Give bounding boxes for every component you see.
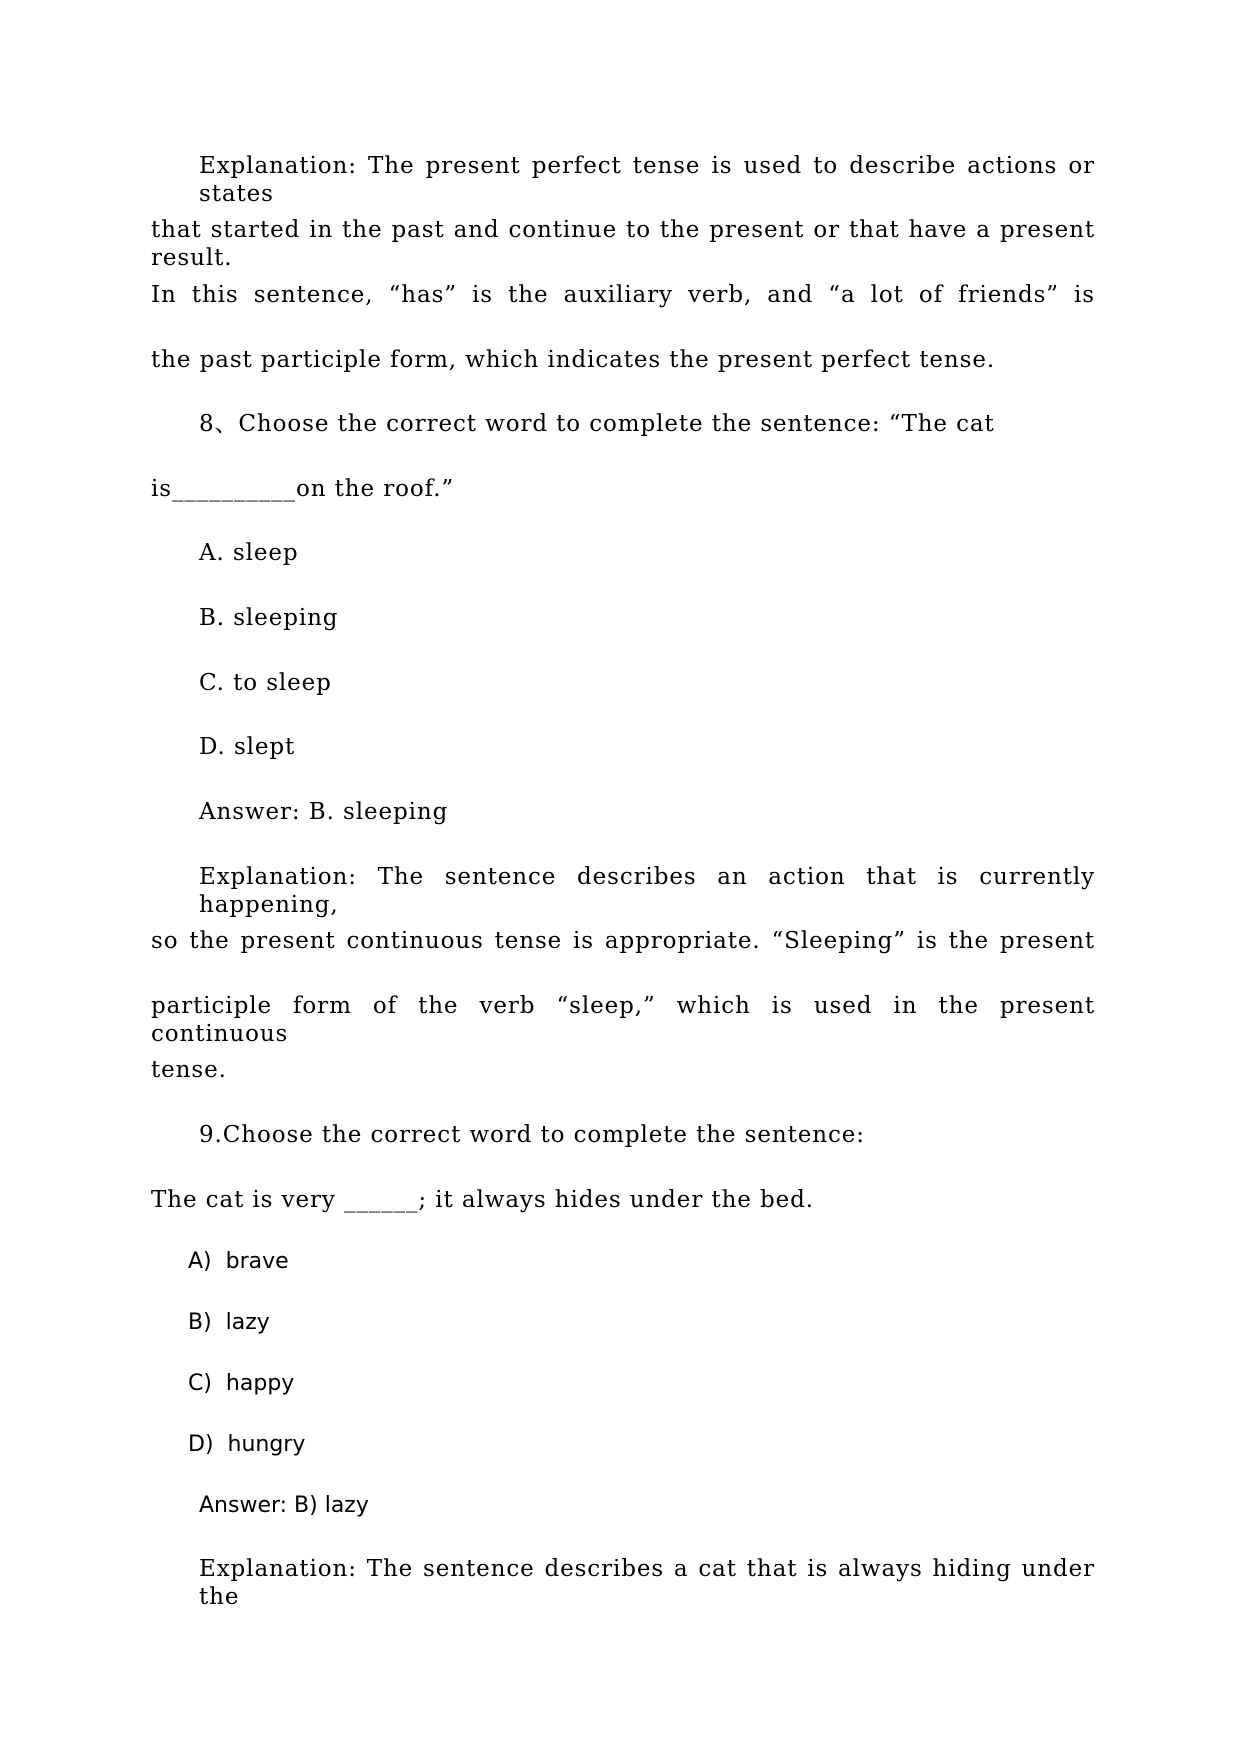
q8-option-a: A. sleep bbox=[199, 540, 299, 566]
q9-answer: Answer: B) lazy bbox=[199, 1493, 369, 1518]
q9-option-a: A) brave bbox=[188, 1249, 289, 1274]
q8-question-line-2: is__________on the roof.” bbox=[151, 476, 455, 502]
q8-option-b: B. sleeping bbox=[199, 605, 339, 631]
q9-question-line-1: 9.Choose the correct word to complete the sentence: bbox=[199, 1122, 865, 1148]
q8-explanation-line-1: Explanation: The sentence describes an action that is currently happening, bbox=[199, 864, 1095, 918]
q9-option-d: D) hungry bbox=[188, 1432, 306, 1457]
q7-explanation-line-4: the past participle form, which indicates the present perfect tense. bbox=[151, 347, 996, 373]
q7-explanation-line-1: Explanation: The present perfect tense is used to describe actions or states bbox=[199, 153, 1095, 207]
q8-option-c: C. to sleep bbox=[199, 670, 332, 696]
q8-explanation-line-4: tense. bbox=[151, 1057, 227, 1083]
q8-answer: Answer: B. sleeping bbox=[199, 799, 449, 825]
q8-explanation-line-3: participle form of the verb “sleep,” which is used in the present continuous bbox=[151, 993, 1095, 1047]
q9-question-line-2: The cat is very ______; it always hides under the bed. bbox=[151, 1187, 814, 1213]
q8-option-d: D. slept bbox=[199, 734, 296, 760]
q7-explanation-line-2: that started in the past and continue to the present or that have a present result. bbox=[151, 217, 1095, 271]
q8-question-line-1: 8、Choose the correct word to complete the sentence: “The cat bbox=[199, 411, 995, 437]
q9-option-c: C) happy bbox=[188, 1371, 295, 1396]
q9-option-b: B) lazy bbox=[188, 1310, 270, 1335]
q7-explanation-line-3: In this sentence, “has” is the auxiliary verb, and “a lot of friends” is bbox=[151, 282, 1095, 308]
q8-explanation-line-2: so the present continuous tense is appropriate. “Sleeping” is the present bbox=[151, 928, 1095, 954]
q9-explanation-line-1: Explanation: The sentence describes a cat that is always hiding under the bbox=[199, 1556, 1095, 1610]
